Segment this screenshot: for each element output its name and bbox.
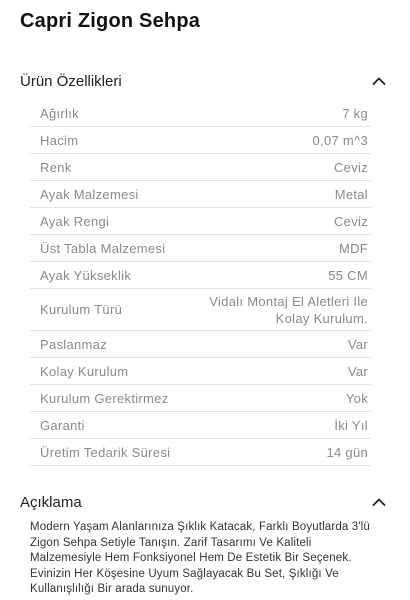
- feature-value: Yok: [345, 390, 368, 406]
- feature-row: [30, 235, 372, 262]
- feature-value: 7 kg: [342, 105, 368, 121]
- feature-label: Hacim: [40, 132, 79, 148]
- feature-label: Ayak Yükseklik: [40, 267, 132, 283]
- feature-label: Üretim Tedarik Süresi: [40, 444, 171, 460]
- feature-row: [30, 439, 372, 466]
- description-text: Modern Yaşam Alanlarınıza Şıklık Katacak, Farklı Boyutlarda 3'lü Zigon Sehpa Setiyle Tanışın. Zarif Tasarımı Ve Kaliteli Malzemesiyle Hem Fonksiyonel Hem De Estetik Bir Seçenek. Evinizin Her Köşesine Uyum Sağlayacak Bu Set, Şıklığı Ve Kullanışlılığı Bir arada sunuyor.: [30, 521, 370, 595]
- feature-value: Ceviz: [333, 159, 368, 175]
- feature-value: 0,07 m^3: [312, 132, 368, 148]
- features-section-header[interactable]: [20, 69, 386, 93]
- chevron-up-icon[interactable]: [372, 76, 386, 86]
- feature-label: Renk: [40, 159, 72, 175]
- feature-label: Kurulum Gerektirmez: [40, 390, 169, 406]
- feature-value: Var: [347, 336, 368, 352]
- page-title: Capri Zigon Sehpa: [20, 10, 201, 32]
- feature-label: Ağırlık: [40, 105, 79, 121]
- feature-value: 14 gün: [326, 444, 368, 460]
- feature-row: [30, 154, 372, 181]
- feature-label: Garanti: [40, 417, 85, 433]
- feature-label: Kurulum Türü: [40, 302, 123, 317]
- feature-label: Ayak Malzemesi: [40, 186, 139, 202]
- feature-value: MDF: [338, 240, 368, 256]
- feature-value: Metal: [334, 186, 368, 202]
- features-table: [30, 100, 372, 466]
- feature-label: Paslanmaz: [40, 336, 108, 352]
- feature-value: İki Yıl: [334, 417, 368, 433]
- feature-label: Ayak Rengi: [40, 213, 110, 229]
- feature-row: [30, 181, 372, 208]
- feature-value: Ceviz: [333, 213, 368, 229]
- feature-value: 55 CM: [328, 267, 368, 283]
- description-section-header[interactable]: [20, 490, 386, 514]
- feature-row: [30, 289, 372, 331]
- feature-value: Vidalı Montaj El Aletleri Ile Kolay Kurulum.: [209, 293, 368, 326]
- chevron-up-icon[interactable]: [372, 497, 386, 507]
- feature-row: [30, 331, 372, 358]
- feature-value: Var: [347, 363, 368, 379]
- features-section-title: Ürün Özellikleri: [20, 72, 122, 90]
- feature-row: [30, 358, 372, 385]
- feature-row: [30, 412, 372, 439]
- feature-label: Üst Tabla Malzemesi: [40, 240, 166, 256]
- feature-row: [30, 127, 372, 154]
- description-section-title: Açıklama: [20, 493, 82, 511]
- feature-row: [30, 385, 372, 412]
- feature-label: Kolay Kurulum: [40, 363, 129, 379]
- feature-row: [30, 100, 372, 127]
- feature-row: [30, 208, 372, 235]
- feature-row: [30, 262, 372, 289]
